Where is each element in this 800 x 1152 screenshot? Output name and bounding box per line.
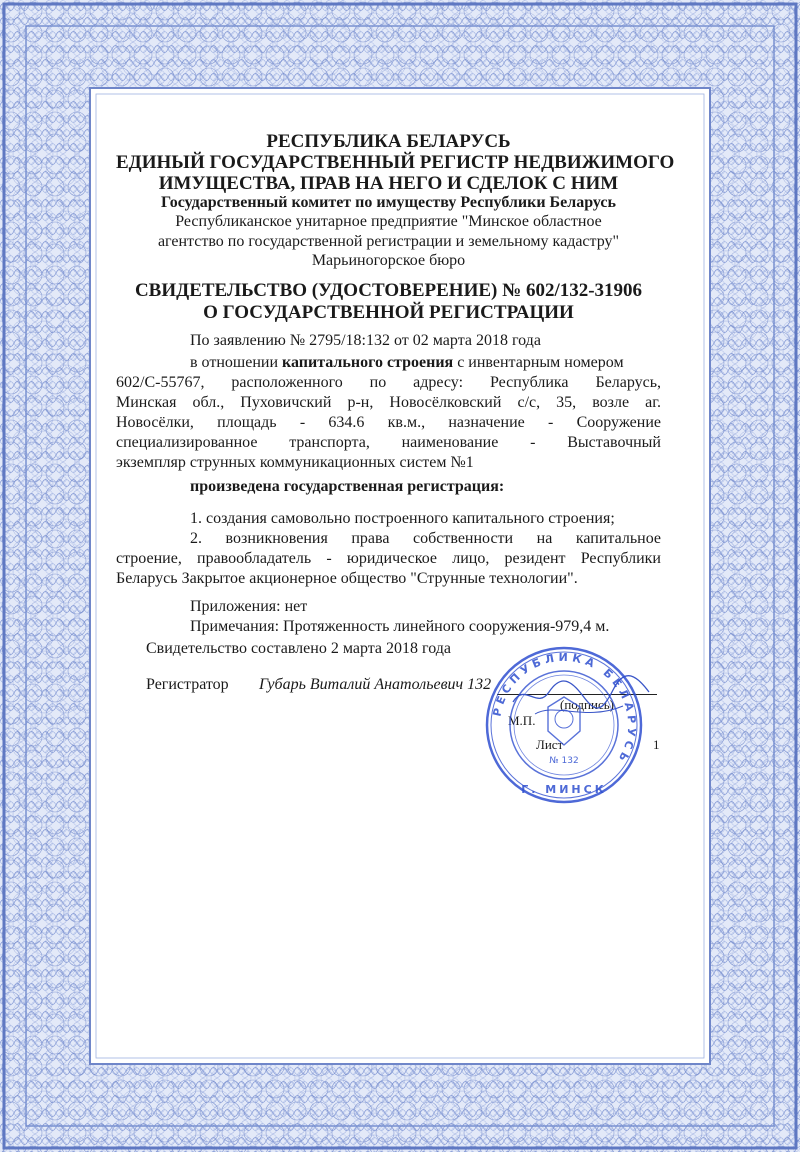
registrar-name: Губарь Виталий Анатольевич 132 (259, 676, 492, 693)
stamp-number: № 132 (549, 756, 579, 766)
object-line5: специализированное транспорта, наименование - Выставочный (116, 434, 661, 451)
registration-item-2-line2: строение, правообладатель - юридическое лицо, резидент Республики (116, 550, 661, 567)
enterprise-name-line1: Республиканское унитарное предприятие "Минское областное (175, 213, 602, 230)
certificate-title-line2: О ГОСУДАРСТВЕННОЙ РЕГИСТРАЦИИ (203, 302, 574, 323)
object-prefix: в отношении (190, 354, 283, 371)
registration-item-2-line1: 2. возникновения права собственности на капитальное (190, 530, 661, 547)
registry-title-line1: ЕДИНЫЙ ГОСУДАРСТВЕННЫЙ РЕГИСТР НЕДВИЖИМОГО (116, 152, 675, 173)
object-type: капитального строения (282, 354, 454, 371)
registration-item-1: 1. создания самовольно построенного капитального строения; (190, 510, 615, 527)
seal-label: М.П. (508, 713, 536, 728)
issued-date-line: Свидетельство составлено 2 марта 2018 года (146, 640, 451, 657)
registration-item-2-line3: Беларусь Закрытое акционерное общество "Струнные технологии". (116, 570, 578, 587)
stamp-city: Г. МИНСК (521, 783, 607, 796)
certificate-title-line1: СВИДЕТЕЛЬСТВО (УДОСТОВЕРЕНИЕ) № 602/132-31906 (134, 280, 643, 301)
object-line6: экземпляр струнных коммуникационных систем №1 (116, 454, 474, 471)
signature-caption: (подпись) (560, 697, 614, 712)
registrar-label: Регистратор (146, 676, 229, 693)
registry-title-line2: ИМУЩЕСТВА, ПРАВ НА НЕГО И СДЕЛОК С НИМ (158, 173, 619, 194)
bureau-name: Марьиногорское бюро (311, 252, 466, 269)
committee-name: Государственный комитет по имуществу Республики Беларусь (161, 194, 616, 211)
object-line3: Минская обл., Пуховичский р-н, Новосёлковский с/с, 35, возле аг. (116, 394, 661, 411)
country-title: РЕСПУБЛИКА БЕЛАРУСЬ (266, 131, 511, 152)
sheet-label: Лист (536, 737, 564, 752)
object-line2: 602/С-55767, расположенного по адресу: Республика Беларусь, (116, 374, 661, 391)
object-suffix: с инвентарным номером (453, 354, 624, 371)
enterprise-name-line2: агентство по государственной регистрации и земельному кадастру" (157, 233, 620, 250)
official-seal-stamp (484, 645, 644, 805)
stamp-outer-text: РЕСПУБЛИКА БЕЛАРУСЬ (490, 650, 639, 768)
notes-line: Примечания: Протяженность линейного сооружения-979,4 м. (190, 618, 610, 635)
sheet-number: 1 (653, 737, 660, 752)
attachments-line: Приложения: нет (190, 598, 308, 615)
object-line4: Новосёлки, площадь - 634.6 кв.м., назначение - Сооружение (116, 414, 661, 431)
registration-heading: произведена государственная регистрация: (190, 478, 505, 495)
application-line: По заявлению № 2795/18:132 от 02 марта 2018 года (190, 332, 541, 349)
object-line1 (190, 353, 624, 373)
